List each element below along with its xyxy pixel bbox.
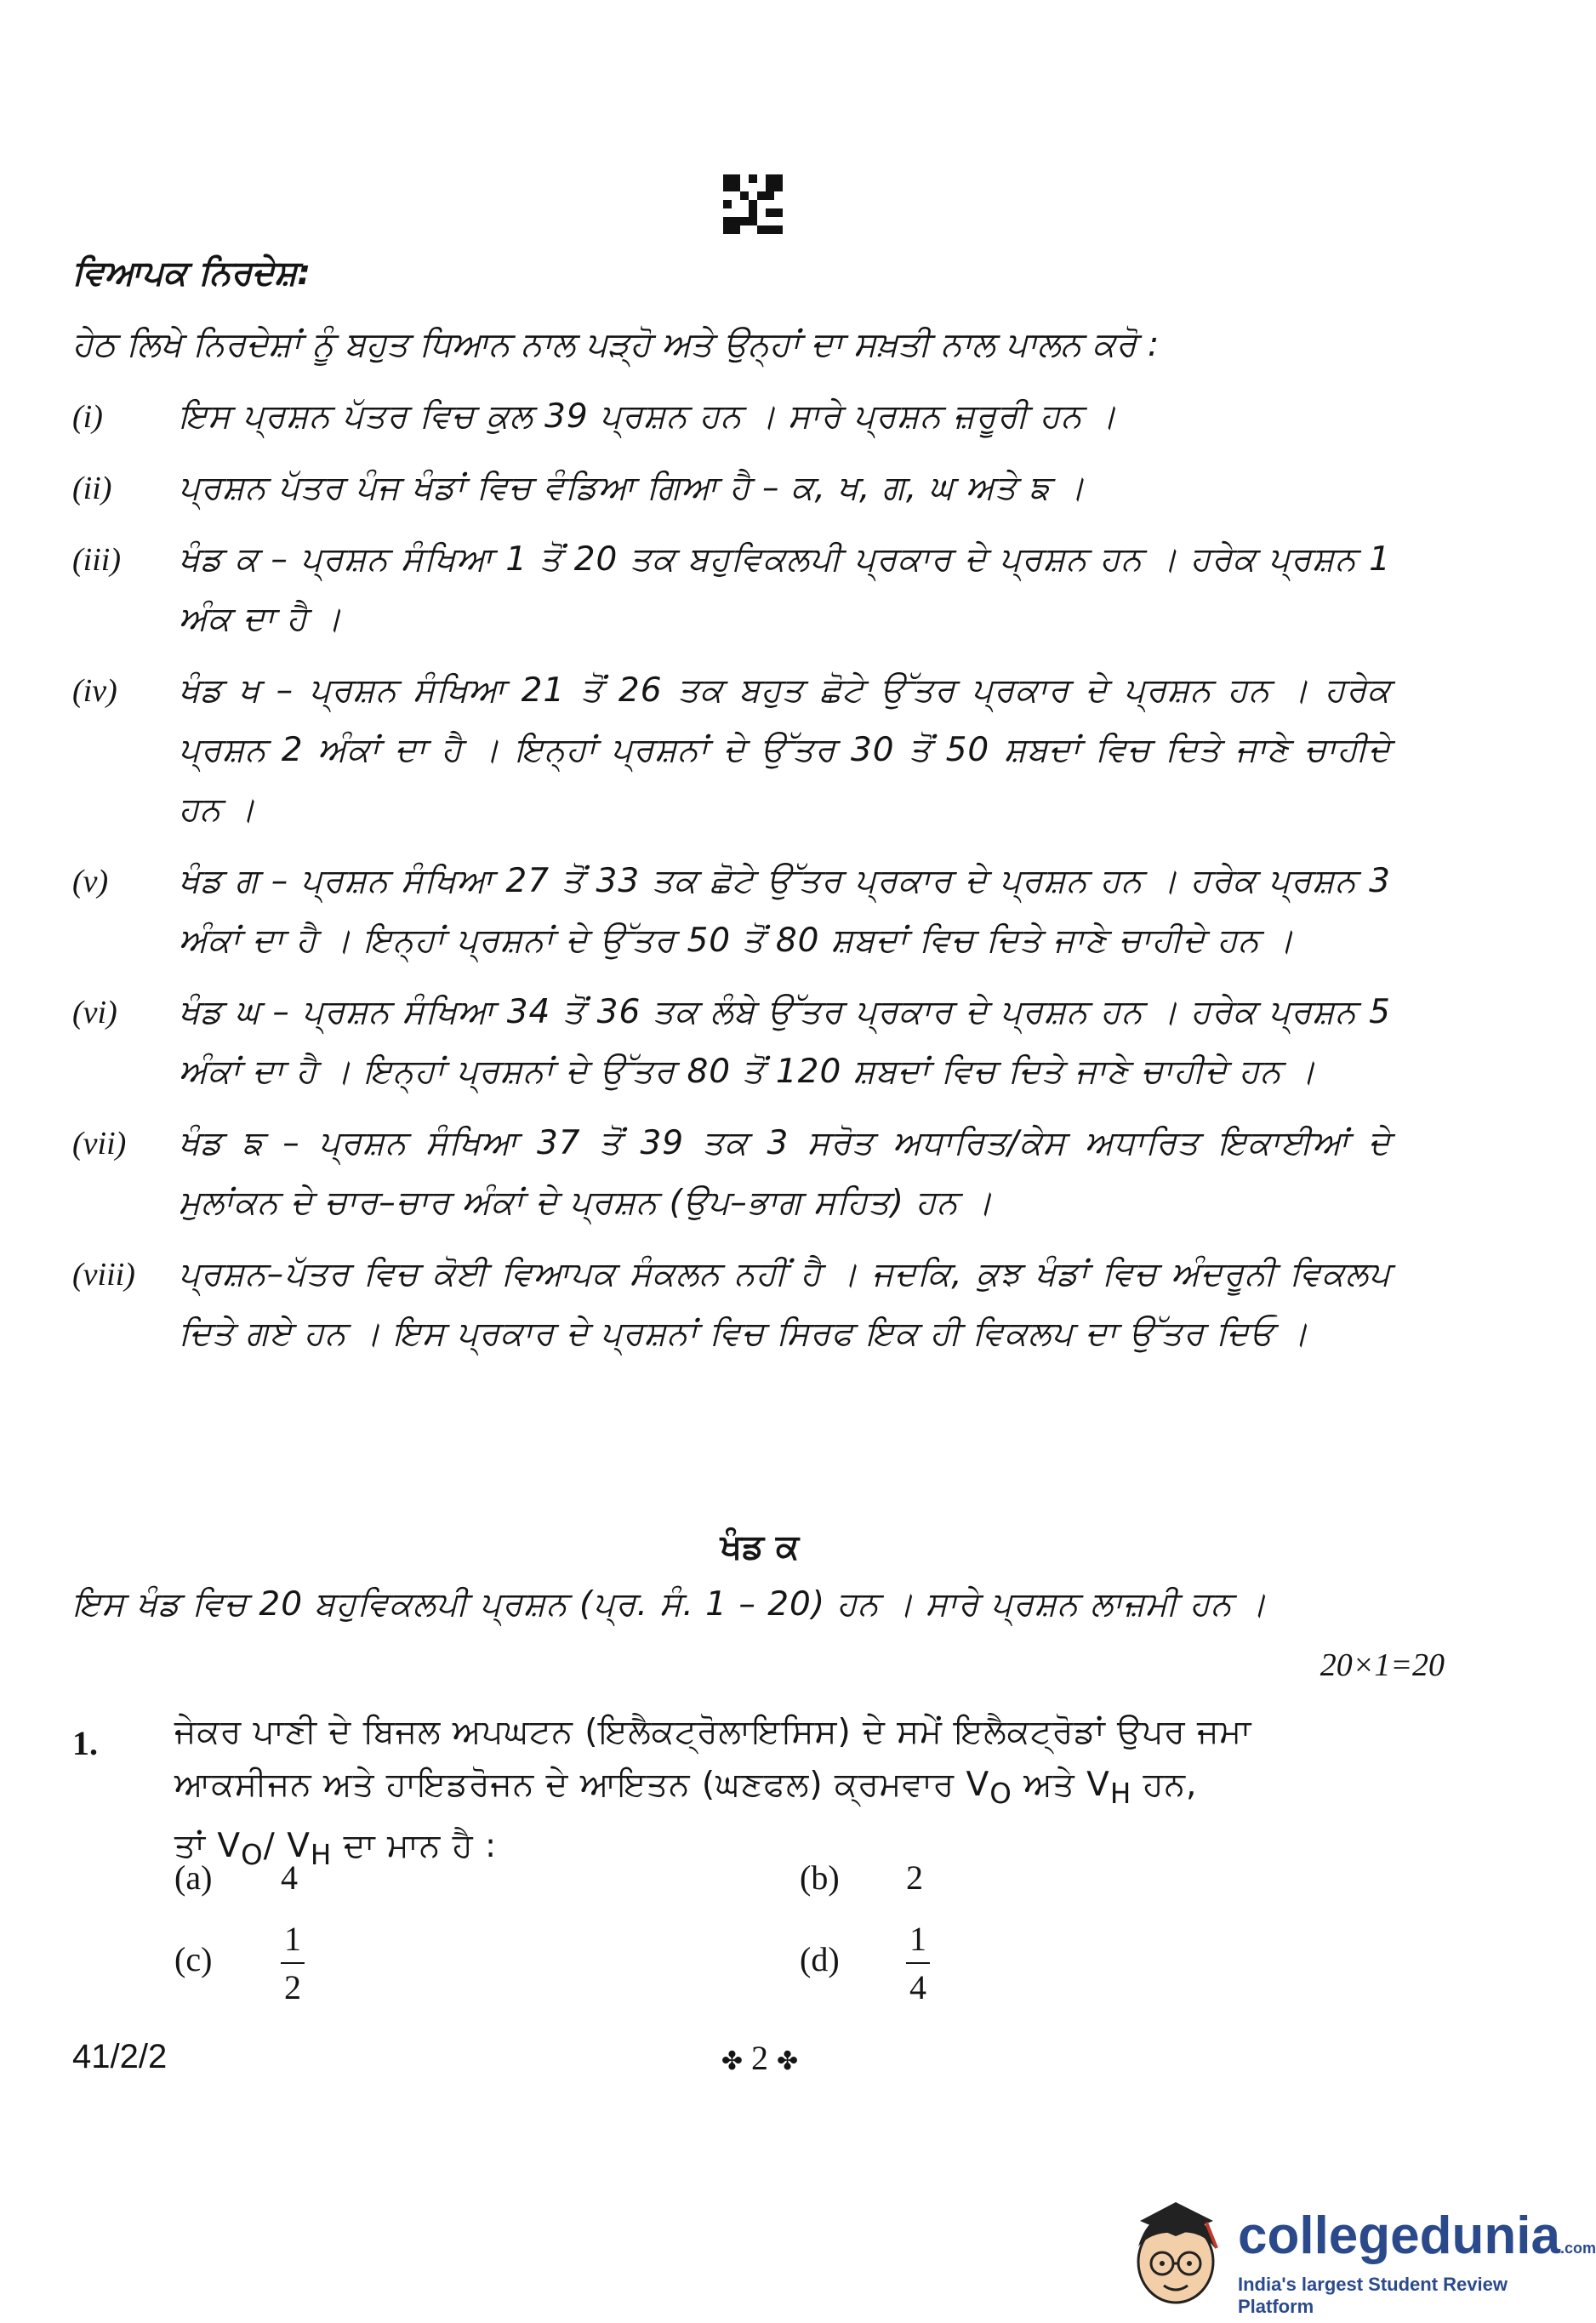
option-label: (d): [800, 1940, 840, 1979]
instruction-text: ਪ੍ਰਸ਼ਨ ਪੱਤਰ ਪੰਜ ਖੰਡਾਂ ਵਿਚ ਵੰਡਿਆ ਗਿਆ ਹੈ – ਕ, ਖ, ਗ, ਘ ਅਤੇ ਙ ।: [179, 469, 1086, 507]
logo-tagline: India's largest Student Review Platform: [1238, 2274, 1508, 2317]
instructions-intro: ਹੇਠ ਲਿਖੇ ਨਿਰਦੇਸ਼ਾਂ ਨੂੰ ਬਹੁਤ ਧਿਆਨ ਨਾਲ ਪੜ੍ਹੋ ਅਤੇ ਉਨ੍ਹਾਂ ਦਾ ਸਖ਼ਤੀ ਨਾਲ ਪਾਲਨ ਕਰੋ :: [72, 325, 1160, 364]
mascot-icon: [1123, 2195, 1234, 2320]
collegedunia-logo: [1123, 2195, 1596, 2320]
question-and: ਅਤੇ V: [1012, 1766, 1110, 1804]
option-b[interactable]: [800, 1858, 923, 1898]
section-title: ਖੰਡ ਕ: [720, 1527, 800, 1567]
option-c[interactable]: [174, 1919, 305, 2007]
instructions-heading: ਵਿਆਪਕ ਨਿਰਦੇਸ਼:: [72, 254, 311, 293]
numerator: 1: [284, 1920, 301, 1958]
question-line-2-end: ਹਨ,: [1131, 1766, 1198, 1804]
option-d[interactable]: [800, 1919, 930, 2007]
qr-code-icon: [723, 174, 783, 234]
denominator: 4: [909, 1968, 926, 2006]
question-line-3-end: ਦਾ ਮਾਨ ਹੈ :: [332, 1826, 498, 1865]
question-line-2: [174, 1759, 1399, 1820]
question-line-3: [174, 1820, 1399, 1881]
option-value: 4: [281, 1858, 298, 1897]
instructions-list: [72, 387, 1391, 1376]
instruction-item: [72, 387, 1391, 447]
instruction-number: (vii): [72, 1126, 127, 1162]
fraction: [906, 1919, 930, 2007]
question-line-1: ਜੇਕਰ ਪਾਣੀ ਦੇ ਬਿਜਲ ਅਪਘਟਨ (ਇਲੈਕਟ੍ਰੋਲਾਇਸਿਸ) ਦੇ ਸਮੇਂ ਇਲੈਕਟ੍ਰੋਡਾਂ ਉਪਰ ਜਮਾ: [174, 1713, 1252, 1751]
instruction-number: (ii): [72, 471, 112, 506]
instruction-item: [72, 983, 1391, 1102]
logo-wordmark: [1238, 2206, 1596, 2266]
numerator: 1: [909, 1920, 926, 1958]
paper-code: 41/2/2: [72, 2038, 168, 2075]
logo-word: collegedunia: [1238, 2206, 1560, 2265]
fraction: [281, 1919, 305, 2007]
instruction-number: (v): [72, 864, 109, 899]
instruction-item: [72, 852, 1391, 971]
ornament-right-icon: ✤: [777, 2047, 799, 2075]
question-line-3-pre: ਤਾਂ V: [174, 1826, 242, 1865]
option-value: 2: [906, 1858, 923, 1897]
instruction-item: [72, 530, 1391, 649]
option-a[interactable]: [174, 1858, 298, 1898]
denominator: 2: [284, 1968, 301, 2006]
logo-suffix: .com: [1559, 2240, 1596, 2257]
option-label: (a): [174, 1858, 213, 1897]
option-label: (c): [174, 1940, 213, 1979]
question-text: [174, 1706, 1399, 1881]
instruction-number: (vi): [72, 995, 117, 1030]
instruction-text: ਖੰਡ ਘ – ਪ੍ਰਸ਼ਨ ਸੰਖਿਆ 34 ਤੋਂ 36 ਤਕ ਲੰਬੇ ਉੱਤਰ ਪ੍ਰਕਾਰ ਦੇ ਪ੍ਰਸ਼ਨ ਹਨ । ਹਰੇਕ ਪ੍ਰਸ਼ਨ 5 ਅੰਕਾਂ ਦਾ ਹੈ । ਇਨ੍ਹਾਂ ਪ੍ਰਸ਼ਨਾਂ ਦੇ ਉੱਤਰ 80 ਤੋਂ 120 ਸ਼ਬਦਾਂ ਵਿਚ ਦਿਤੇ ਜਾਣੇ ਚਾਹੀਦੇ ਹਨ ।: [179, 993, 1391, 1091]
page-number: [0, 2038, 1519, 2078]
question-number: 1.: [72, 1724, 98, 1762]
instruction-text: ਪ੍ਰਸ਼ਨ–ਪੱਤਰ ਵਿਚ ਕੋਈ ਵਿਆਪਕ ਸੰਕਲਨ ਨਹੀਂ ਹੈ । ਜਦਕਿ, ਕੁਝ ਖੰਡਾਂ ਵਿਚ ਅੰਦਰੂਨੀ ਵਿਕਲਪ ਦਿਤੇ ਗਏ ਹਨ । ਇਸ ਪ੍ਰਕਾਰ ਦੇ ਪ੍ਰਸ਼ਨਾਂ ਵਿਚ ਸਿਰਫ ਇਕ ਹੀ ਵਿਕਲਪ ਦਾ ਉੱਤਰ ਦਿਓ ।: [179, 1255, 1391, 1353]
section-marks: 20×1=20: [1320, 1647, 1445, 1683]
instruction-number: (viii): [72, 1257, 135, 1293]
instruction-number: (i): [72, 399, 103, 435]
instruction-item: [72, 1114, 1391, 1233]
section-intro: ਇਸ ਖੰਡ ਵਿਚ 20 ਬਹੁਵਿਕਲਪੀ ਪ੍ਰਸ਼ਨ (ਪ੍ਰ. ਸੰ. 1 – 20) ਹਨ । ਸਾਰੇ ਪ੍ਰਸ਼ਨ ਲਾਜ਼ਮੀ ਹਨ ।: [72, 1585, 1268, 1624]
instruction-text: ਖੰਡ ਕ – ਪ੍ਰਸ਼ਨ ਸੰਖਿਆ 1 ਤੋਂ 20 ਤਕ ਬਹੁਵਿਕਲਪੀ ਪ੍ਰਕਾਰ ਦੇ ਪ੍ਰਸ਼ਨ ਹਨ । ਹਰੇਕ ਪ੍ਰਸ਼ਨ 1 ਅੰਕ ਦਾ ਹੈ ।: [179, 540, 1391, 638]
subscript-o: O: [989, 1777, 1012, 1810]
subscript-h: H: [1109, 1777, 1132, 1810]
instruction-number: (iii): [72, 542, 121, 578]
instruction-text: ਖੰਡ ਗ – ਪ੍ਰਸ਼ਨ ਸੰਖਿਆ 27 ਤੋਂ 33 ਤਕ ਛੋਟੇ ਉੱਤਰ ਪ੍ਰਕਾਰ ਦੇ ਪ੍ਰਸ਼ਨ ਹਨ । ਹਰੇਕ ਪ੍ਰਸ਼ਨ 3 ਅੰਕਾਂ ਦਾ ਹੈ । ਇਨ੍ਹਾਂ ਪ੍ਰਸ਼ਨਾਂ ਦੇ ਉੱਤਰ 50 ਤੋਂ 80 ਸ਼ਬਦਾਂ ਵਿਚ ਦਿਤੇ ਜਾਣੇ ਚਾਹੀਦੇ ਹਨ ।: [179, 862, 1391, 960]
question-line-3-mid: / V: [263, 1826, 311, 1865]
instruction-text: ਖੰਡ ਖ – ਪ੍ਰਸ਼ਨ ਸੰਖਿਆ 21 ਤੋਂ 26 ਤਕ ਬਹੁਤ ਛੋਟੇ ਉੱਤਰ ਪ੍ਰਕਾਰ ਦੇ ਪ੍ਰਸ਼ਨ ਹਨ । ਹਰੇਕ ਪ੍ਰਸ਼ਨ 2 ਅੰਕਾਂ ਦਾ ਹੈ । ਇਨ੍ਹਾਂ ਪ੍ਰਸ਼ਨਾਂ ਦੇ ਉੱਤਰ 30 ਤੋਂ 50 ਸ਼ਬਦਾਂ ਵਿਚ ਦਿਤੇ ਜਾਣੇ ਚਾਹੀਦੇ ਹਨ ।: [179, 671, 1391, 829]
subscript-h: H: [310, 1838, 333, 1871]
subscript-o: O: [241, 1838, 264, 1871]
page-number-value: 2: [751, 2039, 768, 2077]
instruction-item: [72, 1245, 1391, 1364]
option-label: (b): [800, 1858, 840, 1897]
instruction-item: [72, 459, 1391, 518]
question-line-2-text: ਆਕਸੀਜਨ ਅਤੇ ਹਾਇਡਰੋਜਨ ਦੇ ਆਇਤਨ (ਘਣਫਲ) ਕ੍ਰਮਵਾਰ V: [174, 1766, 990, 1804]
instruction-number: (iv): [72, 673, 117, 709]
instruction-text: ਖੰਡ ਙ – ਪ੍ਰਸ਼ਨ ਸੰਖਿਆ 37 ਤੋਂ 39 ਤਕ 3 ਸਰੋਤ ਅਧਾਰਿਤ/ਕੇਸ ਅਧਾਰਿਤ ਇਕਾਈਆਂ ਦੇ ਮੁਲਾਂਕਨ ਦੇ ਚਾਰ–ਚਾਰ ਅੰਕਾਂ ਦੇ ਪ੍ਰਸ਼ਨ (ਉਪ–ਭਾਗ ਸਹਿਤ) ਹਨ ।: [179, 1124, 1391, 1222]
instruction-text: ਇਸ ਪ੍ਰਸ਼ਨ ਪੱਤਰ ਵਿਚ ਕੁਲ 39 ਪ੍ਰਸ਼ਨ ਹਨ । ਸਾਰੇ ਪ੍ਰਸ਼ਨ ਜ਼ਰੂਰੀ ਹਨ ।: [179, 397, 1118, 436]
instruction-item: [72, 661, 1391, 840]
ornament-left-icon: ✤: [721, 2047, 743, 2075]
